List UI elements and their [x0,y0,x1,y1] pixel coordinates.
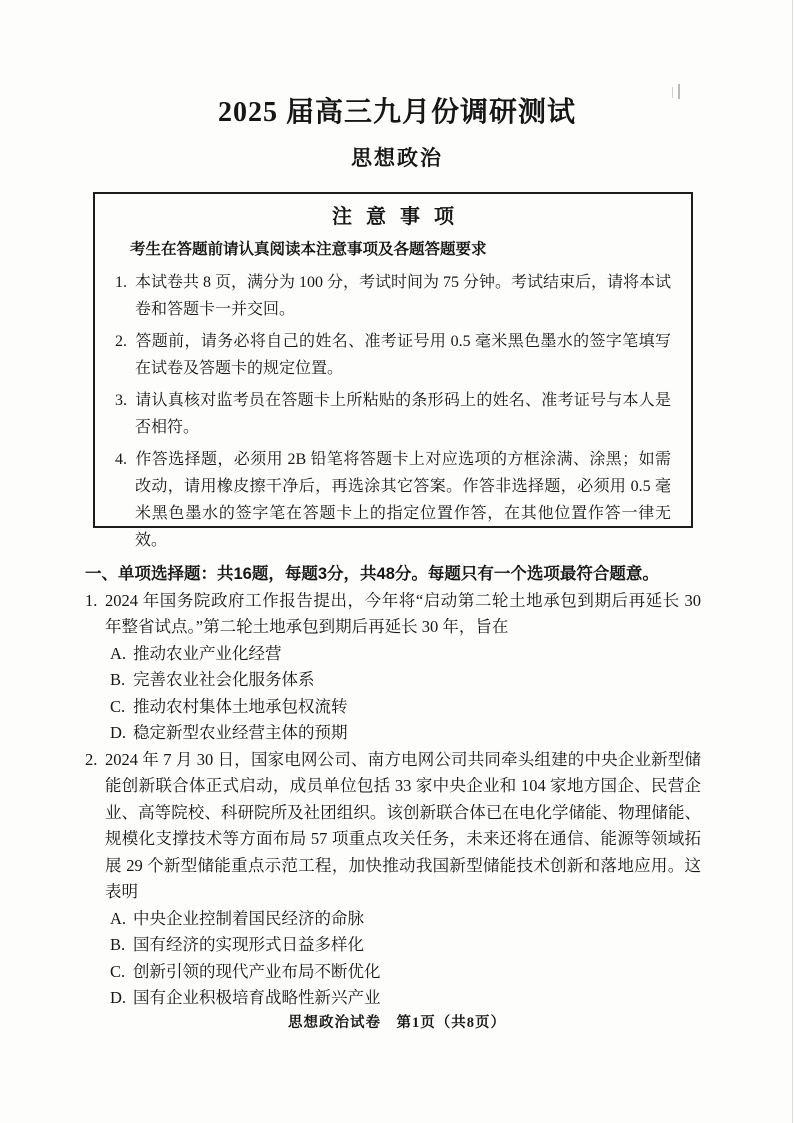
question-1-option-a [85,641,701,668]
question-2-option-a [85,906,701,933]
option-text: 创新引领的现代产业布局不断优化 [133,961,381,981]
option-text: 推动农村集体土地承包权流转 [133,696,348,716]
section-heading: 一、单项选择题：共16题，每题3分，共48分。每题只有一个选项最符合题意。 [85,565,659,583]
question-stem [85,747,701,906]
question-stem-text: 2024 年国务院政府工作报告提出，今年将“启动第二轮土地承包到期后再延长 30 年整省试点。”第二轮土地承包到期后再延长 30 年，旨在 [105,590,701,636]
option-text: 推动农业产业化经营 [133,643,282,663]
question-1-option-d [85,720,701,747]
subject-title: 思想政治 [351,147,443,170]
question-stem-text: 2024 年 7 月 30 日，国家电网公司、南方电网公司共同牵头组建的中央企业新型储能创新联合体正式启动，成员单位包括 33 家中央企业和 104 家地方国企、民营企业、高等院校、科研院所及社团组织。该创新联合体已在电化学储能、物理储能、规模化支撑技术等方面布局 57 项重点攻关任务，未来还将在通信、能源等领域拓展 29 个新型储能重点示范工程，加快推动我国新型储能技术创新和落地应用。这表明 [105,749,701,901]
notice-intro: 考生在答题前请认真阅读本注意事项及各题答题要求 [130,241,487,258]
option-label: B. [110,670,126,689]
notice-item-text: 答题前，请务必将自己的姓名、准考证号用 0.5 毫米黑色墨水的签字笔填写在试卷及答题卡的规定位置。 [135,333,671,377]
page-title: 2025 届高三九月份调研测试 [217,97,576,128]
notice-box [93,192,693,549]
option-label: C. [110,696,126,716]
question-2-option-c [85,959,701,986]
question-stem [85,588,701,641]
notice-item-1 [115,269,671,323]
notice-item-3 [115,387,671,441]
option-label: A. [110,908,127,928]
option-label: B. [110,935,126,954]
question-1-option-c [85,694,701,721]
question-number: 1. [85,590,98,610]
question-2 [85,747,701,1012]
notice-item-2 [115,328,671,382]
notice-item-text: 请认真核对监考员在答题卡上所粘贴的条形码上的姓名、准考证号与本人是否相符。 [135,392,671,436]
option-label: D. [110,723,127,742]
notice-item-text: 作答选择题，必须用 2B 铅笔将答题卡上对应选项的方框涂满、涂黑；如需改动，请用橡皮擦干净后，再选涂其它答案。作答非选择题，必须用 0.5 毫米黑色墨水的签字笔在答题卡上的指定位置作答，在其他位置作答一律无效。 [135,451,671,549]
option-text: 中央企业控制着国民经济的命脉 [133,908,364,928]
question-number: 2. [85,749,98,769]
notice-header: 注意事项 [332,206,468,228]
option-text: 稳定新型农业经营主体的预期 [133,723,348,742]
option-text: 国有企业积极培育战略性新兴产业 [133,988,381,1007]
notice-item-number: 2. [115,333,127,350]
option-label: D. [110,988,127,1007]
question-2-option-b [85,932,701,959]
notice-item-4 [115,446,671,554]
page-footer: 思想政治试卷 第1页（共8页） [288,1015,506,1031]
question-1 [85,588,701,747]
notice-item-number: 3. [115,392,127,409]
notice-item-text: 本试卷共 8 页，满分为 100 分，考试时间为 75 分钟。考试结束后，请将本试卷和答题卡一并交回。 [135,274,672,318]
option-label: C. [110,961,126,981]
notice-item-number: 4. [115,451,127,468]
question-area [85,561,701,1012]
option-text: 完善农业社会化服务体系 [133,670,315,689]
question-1-option-b [85,667,701,694]
option-text: 国有经济的实现形式日益多样化 [133,935,364,954]
question-2-option-d [85,985,701,1012]
notice-item-number: 1. [115,274,127,291]
option-label: A. [110,643,127,663]
